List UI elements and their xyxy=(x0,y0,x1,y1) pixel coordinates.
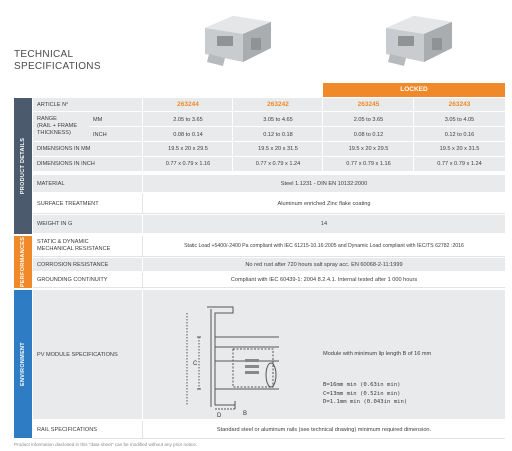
static-resistance-row xyxy=(33,236,505,257)
footnote: Product information disclosed in this "data sheet" can be modified without any prior notice. xyxy=(14,442,198,447)
side-label-product-details: PRODUCT DETAILS xyxy=(14,98,32,234)
static-resistance-value: Static Load +5400/-2400 Pa compliant with IEC 61215-10.16:2005 and Dynamic Load compliant with IEC/TS 62782 :2016 xyxy=(184,243,464,249)
dimensions-mm-row xyxy=(33,142,505,157)
weight-row xyxy=(33,215,505,234)
article-cell: 263245 xyxy=(357,101,380,108)
dimensions-inch-cell: 0.77 x 0.79 x 1.24 xyxy=(255,161,301,167)
rail-row xyxy=(33,421,505,439)
dimensions-inch-cell: 0.77 x 0.79 x 1.16 xyxy=(165,161,211,167)
range-inch-cell: 0.12 to 0.16 xyxy=(444,131,475,138)
range-inch-cell: 0.12 to 0.18 xyxy=(263,131,293,138)
pv-module-dimensions xyxy=(323,381,407,407)
locked-header: LOCKED xyxy=(323,83,505,97)
range-mm-cell: 2.05 to 3.65 xyxy=(173,116,203,123)
dimensions-inch-row xyxy=(33,157,505,172)
article-cell: 263242 xyxy=(267,101,289,108)
dimension-c: C=13mm min (0.52in min) xyxy=(323,390,401,397)
rail-label: RAIL SPECIFICATIONS xyxy=(37,426,97,433)
side-label-performances: PERFORMANCES xyxy=(14,236,32,288)
title-line-2: SPECIFICATIONS xyxy=(14,61,101,72)
pv-module-description: Module with minimum lip length B of 16 mm xyxy=(323,351,432,357)
corrosion-label: CORROSION RESISTANCE xyxy=(37,261,109,268)
dimensions-inch-label: DIMENSIONS IN INCH xyxy=(37,161,95,167)
surface-label: SURFACE TREATMENT xyxy=(37,200,99,207)
dimensions-mm-label: DIMENSIONS IN MM xyxy=(37,146,91,152)
article-cell: 263244 xyxy=(177,101,199,108)
drawing-label-c: C xyxy=(193,361,198,367)
material-value: Steel 1.1231 - DIN EN 10132:2000 xyxy=(280,180,368,187)
weight-label: WEIGHT IN G xyxy=(37,221,73,227)
grounding-row xyxy=(33,273,505,288)
dimensions-mm-cell: 19.5 x 20 x 31.5 xyxy=(439,146,480,152)
static-resistance-label: STATIC & DYNAMIC MECHANICAL RESISTANCE xyxy=(37,239,111,252)
range-unit-inch: INCH xyxy=(93,131,107,138)
range-row xyxy=(33,112,505,142)
grounding-value: Compliant with IEC 60439-1: 2004 8.2.4.1. Internal tested after 1 000 hours xyxy=(230,277,418,283)
material-label: MATERIAL xyxy=(37,180,65,187)
material-row xyxy=(33,175,505,193)
range-unit-mm: MM xyxy=(93,116,103,123)
rail-value: Standard steel or aluminum rails (see technical drawing) minimum required dimension. xyxy=(216,426,432,433)
article-label: ARTICLE N° xyxy=(37,101,69,108)
range-mm-cell: 3.05 to 4.65 xyxy=(263,116,293,123)
article-cell: 263243 xyxy=(448,101,471,108)
dimension-d: D=1.1mm min (0.043in min) xyxy=(323,399,408,405)
grounding-label: GROUNDING CONTINUITY xyxy=(37,277,108,283)
drawing-label-d: D xyxy=(217,413,222,417)
title-line-1: TECHNICAL xyxy=(14,49,74,60)
side-label-environment: ENVIRONMENT xyxy=(14,290,32,438)
dimensions-inch-cell: 0.77 x 0.79 x 1.24 xyxy=(437,161,482,167)
range-mm-cell: 3.05 to 4.05 xyxy=(444,116,475,123)
product-clip-image-right xyxy=(376,8,460,70)
pv-module-technical-drawing xyxy=(175,297,287,417)
range-label: RANGE (RAIL + FRAME THICKNESS) xyxy=(37,116,78,136)
dimensions-inch-cell: 0.77 x 0.79 x 1.16 xyxy=(346,161,391,167)
page-title xyxy=(14,49,101,73)
weight-value: 14 xyxy=(320,221,328,227)
corrosion-value: No red rust after 720 hours salt spray acc. EN 60068-2-11:1999 xyxy=(245,261,403,268)
range-inch-cell: 0.08 to 0.14 xyxy=(173,131,203,138)
dimensions-mm-cell: 19.5 x 20 x 29.5 xyxy=(348,146,389,152)
range-inch-cell: 0.08 to 0.12 xyxy=(353,131,384,138)
corrosion-row xyxy=(33,258,505,272)
surface-row xyxy=(33,194,505,214)
dimension-b: B=16mm min (0.63in min) xyxy=(323,382,401,388)
dimensions-mm-cell: 19.5 x 20 x 31.5 xyxy=(258,146,298,152)
article-row xyxy=(33,98,505,112)
range-mm-cell: 2.05 to 3.65 xyxy=(353,116,384,123)
dimensions-mm-cell: 19.5 x 20 x 29.5 xyxy=(168,146,208,152)
pv-module-label: PV MODULE SPECIFICATIONS xyxy=(37,351,118,358)
surface-value: Aluminum enriched Zinc flake coating xyxy=(277,200,371,207)
product-clip-image-left xyxy=(195,8,279,70)
drawing-label-b: B xyxy=(243,411,248,417)
